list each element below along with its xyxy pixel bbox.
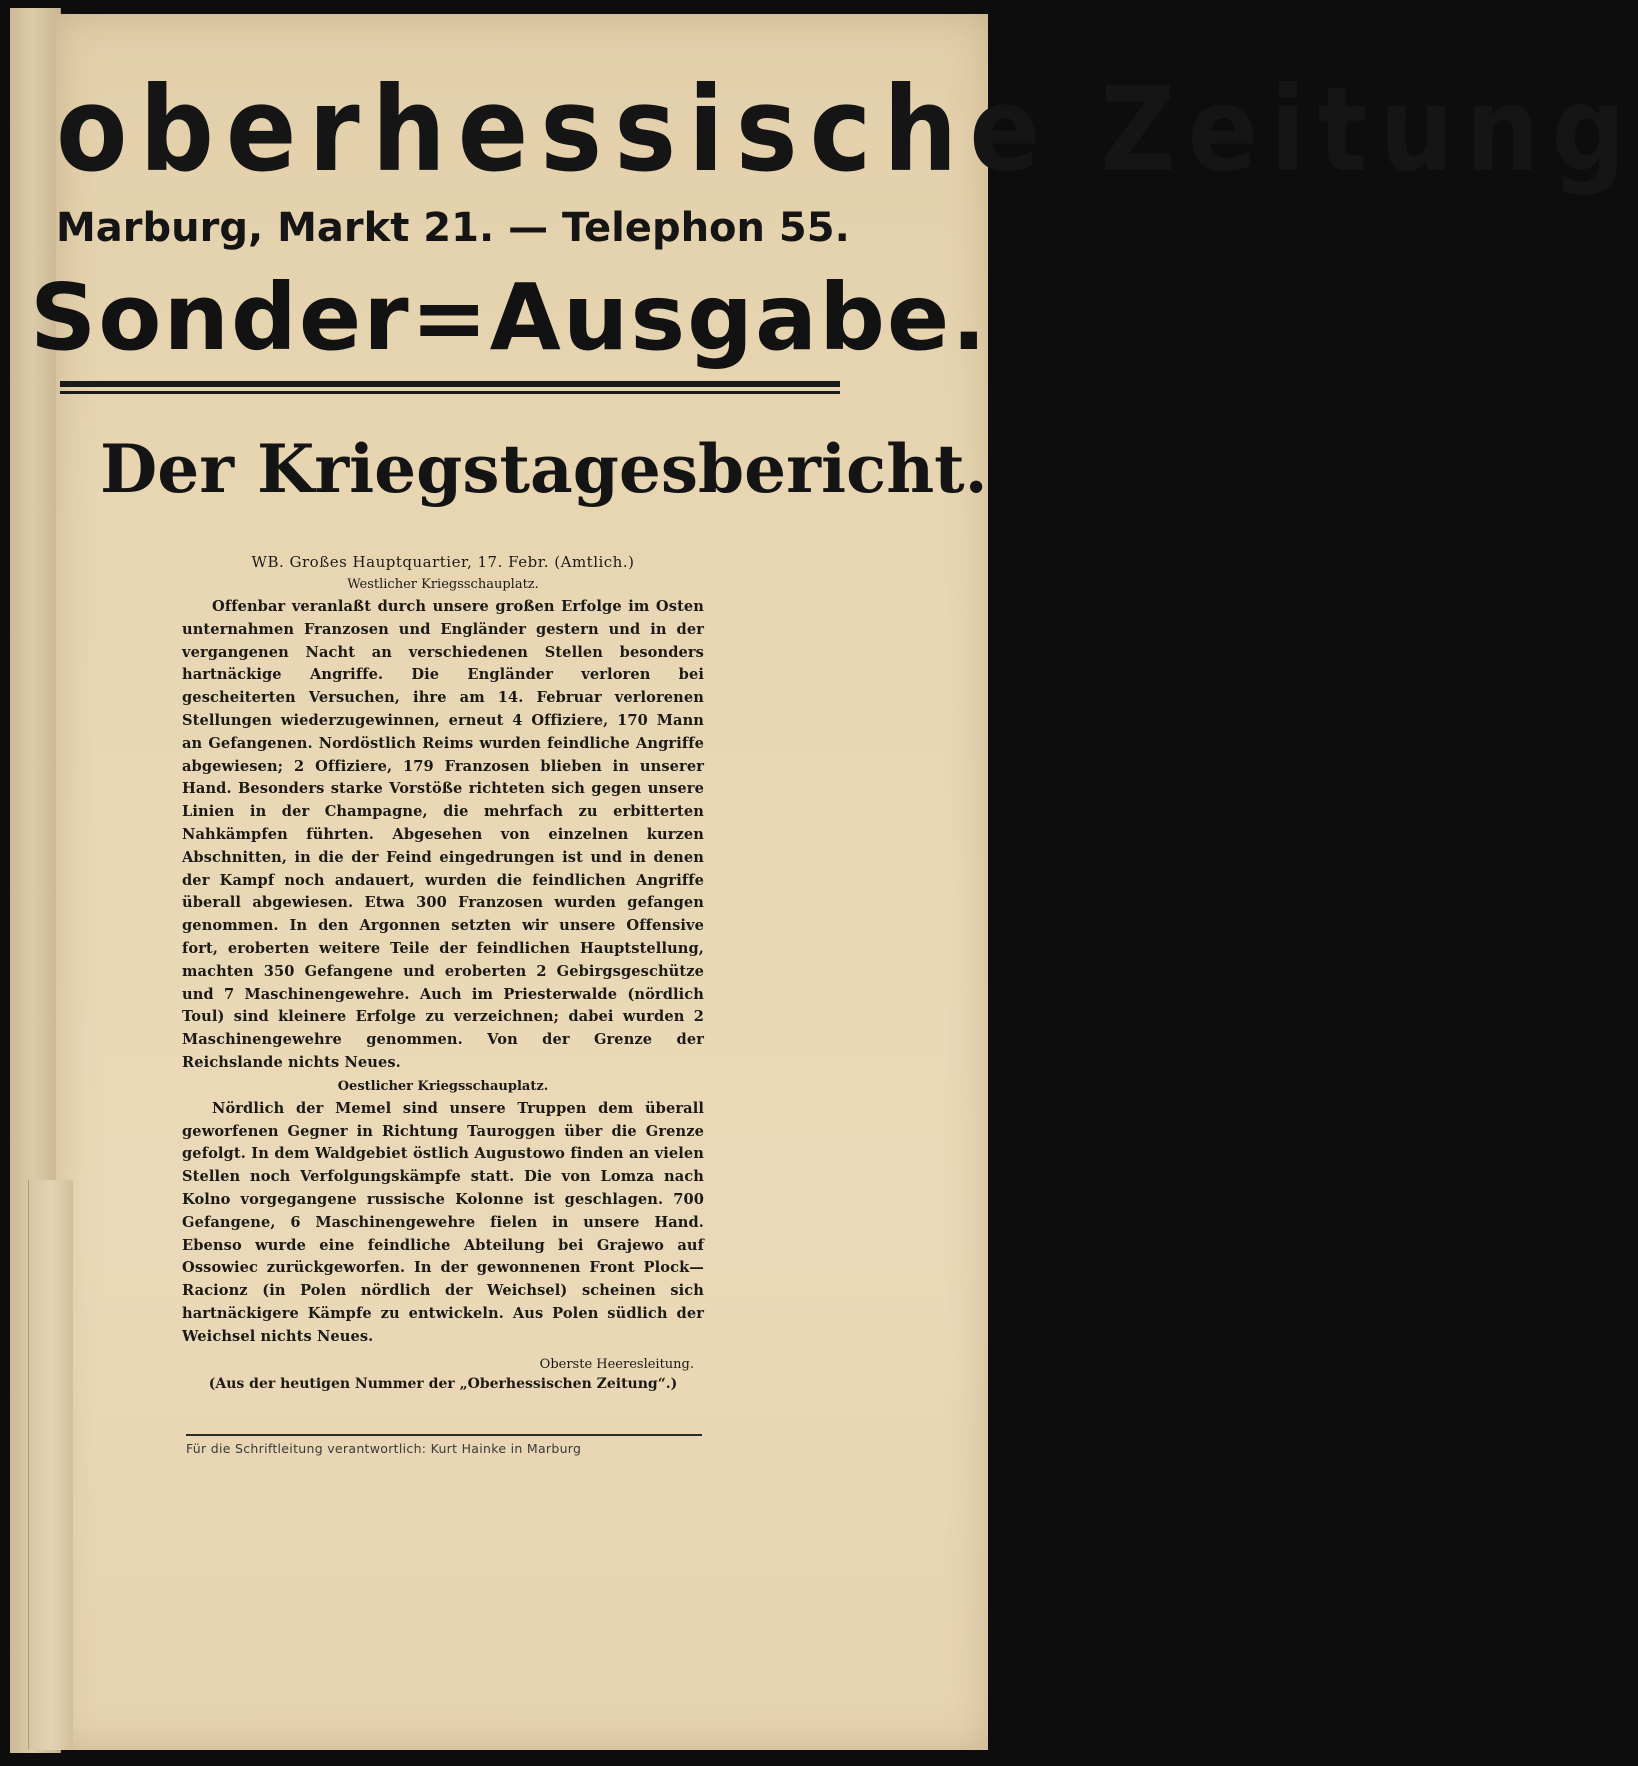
western-front-paragraph: Offenbar veranlaßt durch unsere großen Erfolge im Osten unternahmen Franzosen und Engländer gestern und in der vergangenen Nacht an verschiedenen Stellen besonders hartnäckige Angriffe. Die Engländer verloren bei gescheiterten Versuchen, ihre am 14. Februar verlorenen Stellungen wiederzugewinnen, erneut 4 Offiziere, 170 Mann an Gefangenen. Nordöstlich Reims wurden feindliche Angriffe abgewiesen; 2 Offiziere, 179 Franzosen blieben in unserer Hand. Besonders starke Vorstöße richteten sich gegen unsere Linien in der Champagne, die mehrfach zu erbitterten Nahkämpfen führten. Abgesehen von einzelnen kurzen Abschnitten, in die der Feind eingedrungen ist und in denen der Kampf noch andauert, wurden die feindlichen Angriffe überall abgewiesen. Etwa 300 Franzosen wurden gefangen genommen. In den Argonnen setzten wir unsere Offensive fort, eroberten weitere Teile der feindlichen Hauptstellung, machten 350 Gefangene und eroberten 2 Gebirgsgeschütze und 7 Maschinengewehre. Auch im Priesterwalde (nördlich Toul) sind kleinere Erfolge zu verzeichnen; dabei wurden 2 Maschinengewehre genommen. Von der Grenze der Reichslande nichts Neues. (182, 598, 704, 1071)
eastern-front-paragraph: Nördlich der Memel sind unsere Truppen dem überall geworfenen Gegner in Richtung Tauroggen über die Grenze gefolgt. In dem Waldgebiet östlich Augustowo finden an vielen Stellen noch Verfolgungskämpfe statt. Die von Lomza nach Kolno vorgegangene russische Kolonne ist geschlagen. 700 Gefangene, 6 Maschinengewehre fielen in unsere Hand. Ebenso wurde eine feindliche Abteilung bei Grajewo auf Ossowiec zurückgeworfen. In der gewonnenen Front Plock—Racionz (in Polen nördlich der Weichsel) scheinen sich hartnäckigere Kämpfe zu entwickeln. Aus Polen südlich der Weichsel nichts Neues. (182, 1099, 704, 1345)
war-report-article (182, 553, 704, 1392)
headline: Der Kriegstagesbericht. (100, 430, 988, 508)
masthead-rule-thin (60, 391, 840, 394)
western-front-heading: Westlicher Kriegsschauplatz. (347, 577, 539, 592)
folded-page-edge-lower (28, 1180, 73, 1750)
eastern-front-heading: Oestlicher Kriegsschauplatz. (337, 1078, 549, 1094)
source-note: (Aus der heutigen Nummer der „Oberhessischen Zeitung“.) (208, 1375, 678, 1392)
article-dateline: WB. Großes Hauptquartier, 17. Febr. (Amtlich.) (251, 553, 635, 571)
edition-label: Sonder=Ausgabe. (30, 264, 989, 371)
masthead-title: oberhessische Zeitung (56, 61, 1638, 198)
article-signature: Oberste Heeresleitung. (539, 1356, 694, 1372)
masthead-address: Marburg, Markt 21. — Telephon 55. (56, 205, 850, 251)
footer-rule (186, 1434, 702, 1436)
masthead-rule-thick (60, 381, 840, 387)
editor-responsible-line: Für die Schriftleitung verantwortlich: Kurt Hainke in Marburg (186, 1441, 582, 1456)
